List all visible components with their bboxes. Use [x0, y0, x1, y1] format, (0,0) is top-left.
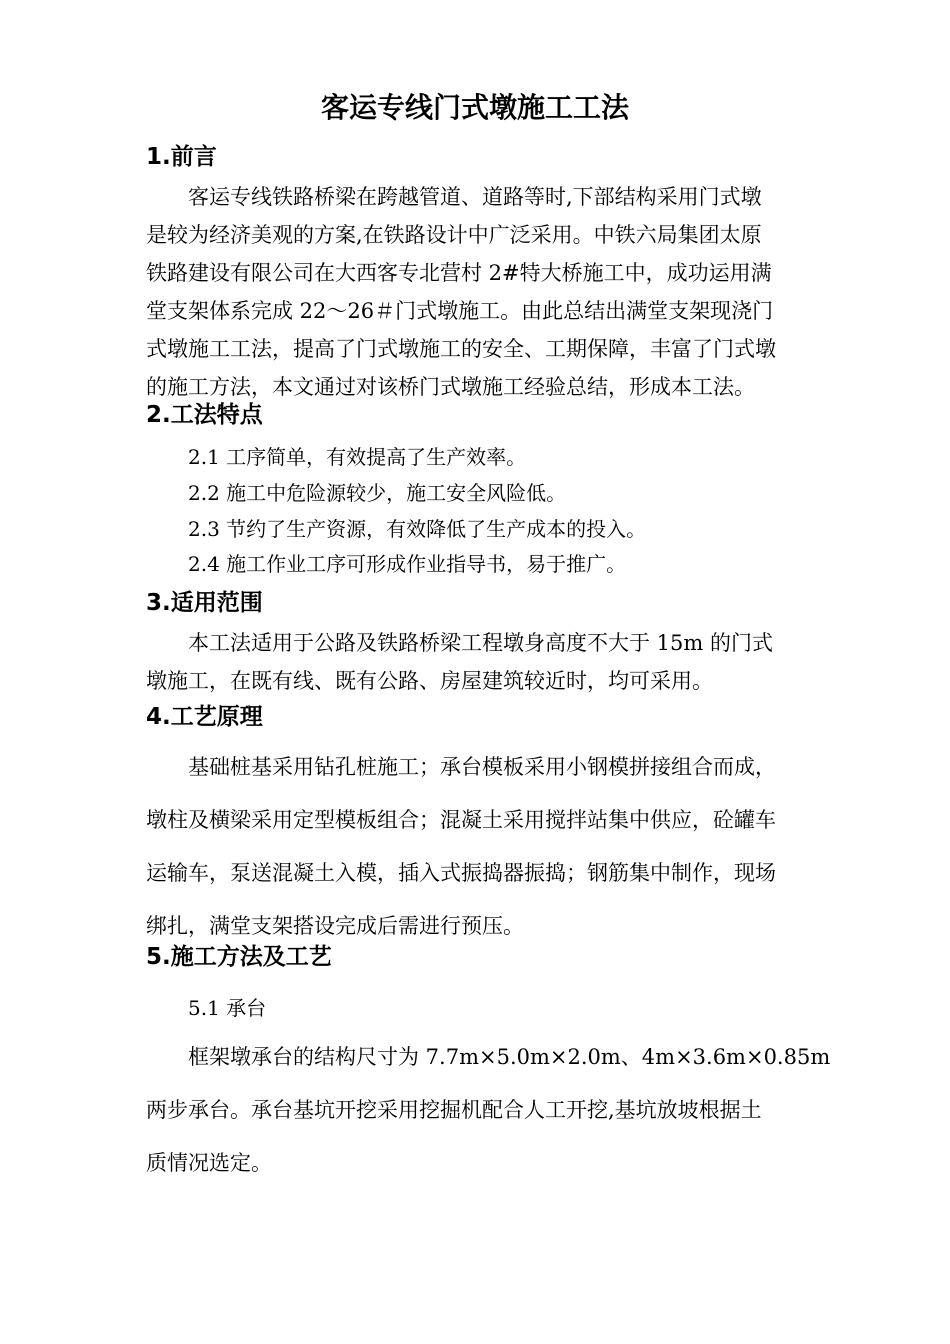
paragraph-line: 墩施工，在既有线、既有公路、房屋建筑较近时，均可采用。 [146, 669, 713, 693]
paragraph-line: 客运专线铁路桥梁在跨越管道、道路等时,下部结构采用门式墩 [188, 185, 762, 209]
section-heading-methods: 5.施工方法及工艺 [146, 944, 332, 970]
section-heading-features: 2.工法特点 [146, 402, 263, 428]
feature-item: 2.4 施工作业工序可形成作业指导书，易于推广。 [188, 552, 627, 576]
paragraph-line: 基础桩基采用钻孔桩施工；承台模板采用小钢模拼接组合而成， [188, 755, 776, 779]
paragraph-line: 框架墩承台的结构尺寸为 7.7m×5.0m×2.0m、4m×3.6m×0.85m [188, 1045, 831, 1069]
document-title: 客运专线门式墩施工工法 [320, 91, 629, 124]
feature-item: 2.1 工序简单，有效提高了生产效率。 [188, 445, 527, 469]
paragraph-line: 墩柱及横梁采用定型模板组合；混凝土采用搅拌站集中供应，砼罐车 [146, 808, 776, 832]
paragraph-line: 是较为经济美观的方案,在铁路设计中广泛采用。中铁六局集团太原 [146, 223, 762, 247]
subsection-heading: 5.1 承台 [188, 996, 267, 1020]
paragraph-line: 式墩施工工法，提高了门式墩施工的安全、工期保障，丰富了门式墩 [146, 337, 776, 361]
paragraph-line: 绑扎，满堂支架搭设完成后需进行预压。 [146, 914, 524, 938]
paragraph-line: 质情况选定。 [146, 1151, 272, 1175]
paragraph-line: 两步承台。承台基坑开挖采用挖掘机配合人工开挖,基坑放坡根据土 [146, 1098, 762, 1122]
paragraph-line: 的施工方法，本文通过对该桥门式墩施工经验总结，形成本工法。 [146, 375, 755, 399]
section-heading-scope: 3.适用范围 [146, 590, 263, 616]
principle-paragraph [146, 741, 818, 953]
section-heading-principle: 4.工艺原理 [146, 704, 263, 730]
feature-item: 2.3 节约了生产资源，有效降低了生产成本的投入。 [188, 517, 647, 541]
section-heading-preface: 1.前言 [146, 144, 217, 170]
paragraph-line: 堂支架体系完成 22～26＃门式墩施工。由此总结出满堂支架现浇门 [146, 299, 774, 323]
methods-paragraph [146, 1031, 831, 1190]
paragraph-line: 运输车，泵送混凝土入模，插入式振捣器振捣；钢筋集中制作，现场 [146, 861, 776, 885]
paragraph-line: 铁路建设有限公司在大西客专北营村 2#特大桥施工中，成功运用满 [146, 261, 772, 285]
paragraph-line: 本工法适用于公路及铁路桥梁工程墩身高度不大于 15m 的门式 [188, 631, 773, 655]
scope-paragraph [146, 624, 818, 700]
feature-item: 2.2 施工中危险源较少，施工安全风险低。 [188, 481, 567, 505]
preface-paragraph [146, 178, 818, 406]
